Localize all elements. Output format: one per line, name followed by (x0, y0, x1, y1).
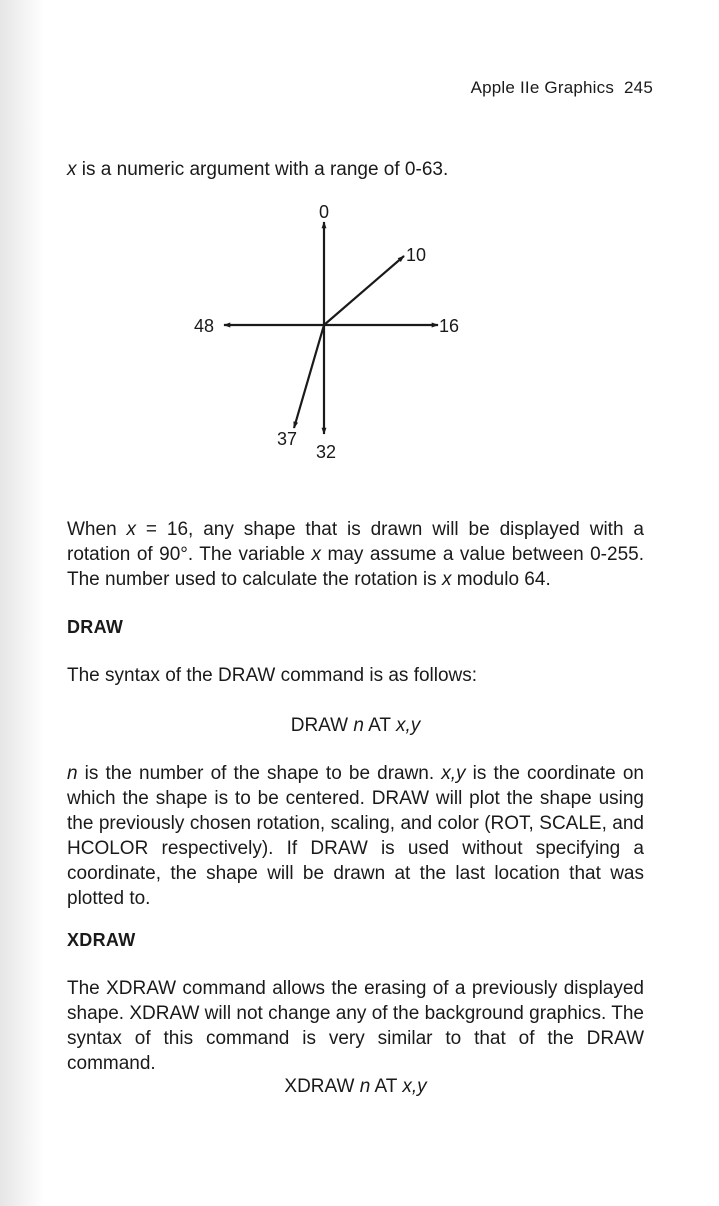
arrow-diag-37 (294, 325, 324, 428)
syntax-var-n: n (353, 715, 364, 736)
syntax-var-n: n (359, 1076, 371, 1097)
syntax-var-xy: x,y (402, 1076, 427, 1097)
draw-syntax-intro: The syntax of the DRAW command is as follows: (67, 665, 478, 686)
text-run: is the coordinate on which the shape is to be centered. DRAW will plot the shape using the previously chosen rotation, scaling, and color (ROT, SCALE, and HCOLOR respectively). If DRAW is used without specifying a coordinate, the shape will be drawn at the last location that was plotted to. (67, 763, 644, 909)
variable-n: n (67, 763, 78, 784)
variable-x: x (126, 519, 137, 540)
syntax-var-xy: x,y (395, 715, 421, 736)
draw-syntax (67, 715, 644, 737)
variable-x: x (311, 544, 322, 565)
label-48: 48 (194, 316, 215, 336)
variable-x: x (441, 569, 452, 590)
text-run: = 16, any shape that is drawn will be displayed with a rotation of 90°. The variable (67, 519, 644, 565)
xdraw-syntax (67, 1076, 644, 1098)
running-head (471, 78, 653, 98)
text-run: may assume a value between 0-255. The number used to calculate the rotation is (67, 544, 644, 590)
intro-paragraph (67, 157, 644, 182)
syntax-keyword: DRAW (290, 715, 354, 736)
text-run: is the number of the shape to be drawn. (77, 763, 442, 784)
rotation-diagram (180, 192, 480, 472)
variable-xy: x,y (441, 763, 466, 784)
arrow-diag-10 (324, 256, 404, 325)
running-head-title: Apple IIe Graphics (470, 78, 615, 97)
label-32: 32 (316, 442, 337, 462)
syntax-keyword: AT (370, 1076, 403, 1097)
label-37: 37 (277, 429, 298, 449)
rotation-paragraph (67, 517, 644, 592)
syntax-keyword: XDRAW (284, 1076, 360, 1097)
xdraw-description: The XDRAW command allows the erasing of a previously displayed shape. XDRAW will not change any of the background graphics. The syntax of this command is very similar to that of the DRAW command. (67, 978, 644, 1074)
text-run: When (67, 519, 127, 540)
draw-heading: DRAW (67, 617, 124, 637)
page-number: 245 (624, 78, 653, 97)
syntax-keyword: AT (363, 715, 396, 736)
label-10: 10 (406, 245, 427, 265)
xdraw-heading: XDRAW (67, 930, 136, 950)
label-0: 0 (318, 202, 330, 222)
intro-variable: x (67, 159, 77, 180)
intro-text: is a numeric argument with a range of 0-63. (76, 159, 449, 180)
draw-description (67, 761, 644, 911)
label-16: 16 (439, 316, 460, 336)
text-run: modulo 64. (451, 569, 551, 590)
